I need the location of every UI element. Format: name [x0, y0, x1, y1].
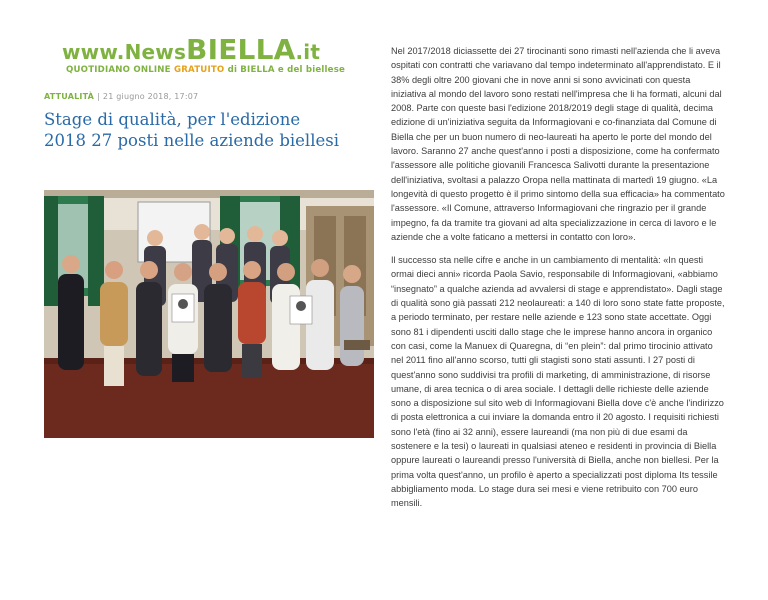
site-logo[interactable]	[44, 33, 372, 75]
article-date: 21 giugno 2018, 17:07	[102, 92, 199, 101]
logo-wordmark: www.NewsBIELLA.it	[62, 33, 321, 66]
article-photo	[44, 190, 374, 438]
article-header	[44, 33, 372, 151]
paragraph-2: Il successo sta nelle cifre e anche in un cambiamento di mentalità: «In questi ormai dieci anni» ricorda Paola Savio, responsabile di Informagiovani, «abbiamo “insegnato” a qualche azienda ad avvalersi di stage e apprendistato». Dagli stage di qualità sono già passati 212 neolaureati: a 140 di loro sono state fatte proposte, a periodo terminato, per restare nelle aziende e 123 sono state accettate. Oggi sono 81 i dipendenti usciti dallo stage che le imprese hanno ancora in organico con casi, come la Manuex di Quaregna, di “en plein”: dal primo tirocinio attivato nel 2011 fino all'anno scorso, tutti gli stagisti sono stati assunti. I 27 posti di quest'anno sono suddivisi tra profili di marketing, di amministrazione, di risorse umane, di area tecnica o di area sociale. I dettagli delle richieste delle aziende sono a disposizione sul sito web di Informagiovani Biella dove c'è anche l'indirizzo di posta elettronica a cui inviare la domanda entro il 20 agosto. I requisiti richiesti sono l'età (fino ai 32 anni), essere laureandi (ma non più di due esami da sostenere e la tesi) o laureati in qualsiasi ateneo e residenti in provincia di Biella oppure laureati o laureandi presso l'università di Biella, anche non biellesi. Per la prima volta quest'anno, un profilo è aperto a specializzati post diploma Its tessile abbigliamento moda. Lo stage dura sei mesi e viene retribuito con 700 euro mensili.	[391, 255, 725, 509]
paragraph-1: Nel 2017/2018 diciassette dei 27 tirocinanti sono rimasti nell'azienda che li aveva ospitati con contratti che variavano dal tempo indeterminato all'apprendistato. E il 38% degli oltre 200 giovani che in nove anni si sono avvicinati con questa iniziativa al mondo del lavoro sono restati nell'impresa che li ha formati, alcuni dal 2008. Parte con queste basi l'edizione 2018/2019 degli stage di qualità, decima edizione di un'iniziativa seguita da Informagiovani e co-finanziata dal Comune di Biella che per un buon numero di neo-laureati ha aperto le porte del mondo del lavoro. Saranno 27 anche quest'anno i posti a disposizione, come ha confermato l'assessore alle politiche giovanili Francesca Salivotti durante la presentazione dell'iniziativa, svoltasi a palazzo Oropa nella mattinata di martedì 19 giugno. «La longevità di questo progetto è il primo sintomo della sua efficacia» ha commentato l'assessore. «Il Comune, attraverso Informagiovani che ringrazio per il grande impegno, fa da tramite tra giovani ad alta specializzazione in cerca di lavoro e le aziende che a volte faticano a mettersi in contatto con loro».	[391, 46, 725, 242]
logo-tagline: QUOTIDIANO ONLINE GRATUITO di BIELLA e del biellese	[66, 65, 346, 75]
article-meta	[44, 92, 372, 101]
article-headline: Stage di qualità, per l'edizione 2018 27 posti nelle aziende biellesi	[44, 110, 339, 150]
meta-separator: |	[97, 92, 100, 101]
article-category[interactable]: ATTUALITÀ	[44, 92, 95, 101]
article-body	[391, 44, 727, 511]
